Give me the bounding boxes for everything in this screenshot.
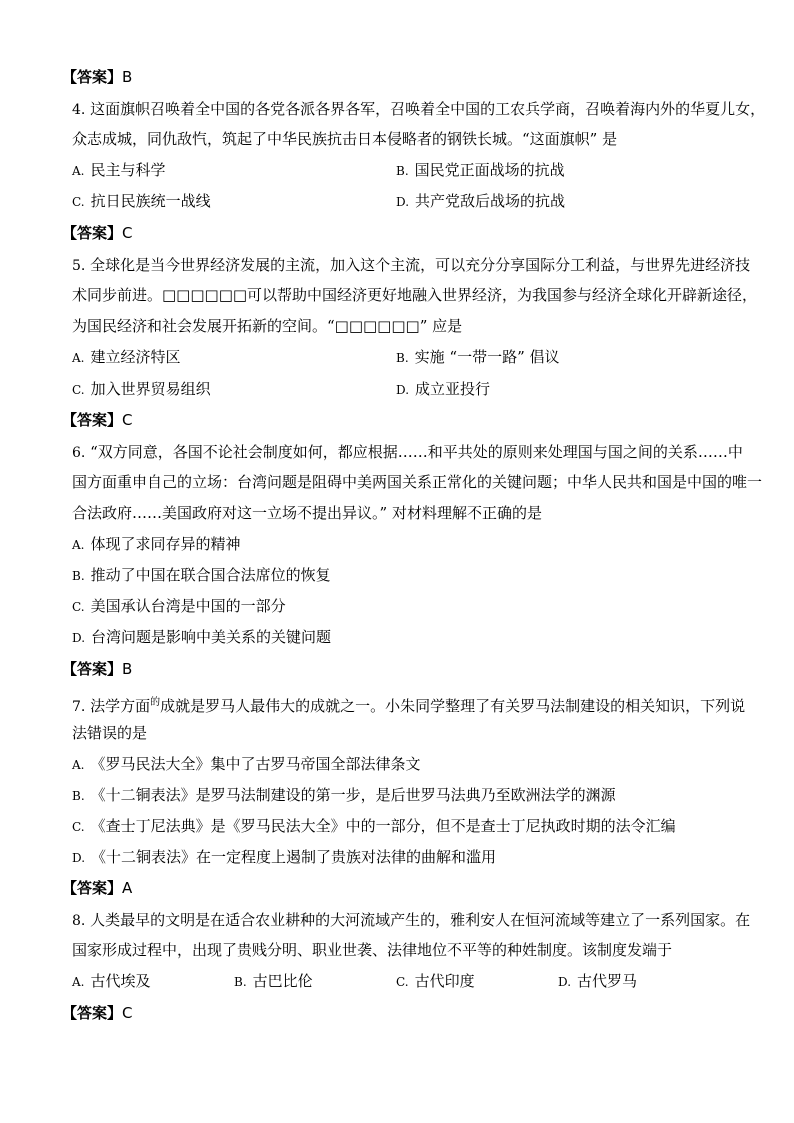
question-8-line-2: 国家形成过程中，出现了贵贱分明、职业世袭、法律地位不平等的种姓制度。该制度发端于	[72, 941, 673, 959]
option-text: 古代印度	[414, 972, 475, 990]
option-c	[72, 815, 676, 837]
question-text-start: 法学方面	[90, 697, 151, 715]
option-b	[72, 784, 616, 806]
question-text: 这面旗帜召唤着全中国的各党各派各界各军，召唤着全中国的工农兵学商，召唤着海内外的华夏儿女，	[90, 100, 766, 118]
question-8-line-1	[72, 909, 750, 931]
answer-tag: 【答案】	[62, 411, 123, 429]
answer-line	[62, 66, 132, 88]
question-5-line-1	[72, 254, 750, 276]
option-b	[234, 970, 313, 992]
option-text: 古巴比伦	[252, 972, 313, 990]
option-c	[396, 970, 475, 992]
answer-tag: 【答案】	[62, 1004, 123, 1022]
option-b	[396, 159, 565, 181]
option-letter: A.	[72, 351, 85, 365]
option-letter: C.	[396, 975, 409, 989]
answer-tag: 【答案】	[62, 68, 123, 86]
option-text: 古代罗马	[577, 972, 638, 990]
option-text: 《十二铜表法》在一定程度上遏制了贵族对法律的曲解和滥用	[91, 848, 497, 866]
question-text-rest: 成就是罗马人最伟大的成就之一。小朱同学整理了有关罗马法制建设的相关知识，下列说	[160, 697, 746, 715]
option-c	[72, 595, 286, 617]
question-number: 5.	[72, 258, 86, 274]
option-d	[558, 970, 637, 992]
question-number: 7.	[72, 699, 86, 715]
superscript-char: 的	[150, 697, 161, 708]
option-letter: C.	[72, 195, 85, 209]
option-c	[72, 190, 211, 212]
option-letter: D.	[558, 975, 572, 989]
option-text: 民主与科学	[90, 161, 166, 179]
option-letter: D.	[396, 383, 410, 397]
question-text: “双方同意，各国不论社会制度如何，都应根据……和平共处的原则来处理国与国之间的关系……中	[90, 443, 743, 461]
option-text: 《罗马民法大全》集中了古罗马帝国全部法律条文	[90, 755, 421, 773]
answer-line	[62, 222, 133, 244]
option-b	[72, 564, 331, 586]
question-4-line-1	[72, 98, 765, 120]
option-text: 成立亚投行	[415, 380, 491, 398]
option-text: 抗日民族统一战线	[90, 192, 211, 210]
question-6-line-3: 合法政府……美国政府对这一立场不提出异议。” 对材料理解不正确的是	[72, 504, 542, 522]
option-d	[72, 846, 496, 868]
answer-line	[62, 877, 132, 899]
question-7-line-1	[72, 692, 745, 714]
option-a	[72, 533, 241, 555]
question-5-line-2: 术同步前进。□□□□□□可以帮助中国经济更好地融入世界经济，为我国参与经济全球化开辟新途径，	[72, 286, 758, 304]
option-a	[72, 346, 181, 368]
option-letter: D.	[396, 195, 410, 209]
option-text: 体现了求同存异的精神	[90, 535, 241, 553]
answer-value: C	[122, 1004, 133, 1022]
option-text: 建立经济特区	[90, 348, 181, 366]
option-d	[72, 626, 331, 648]
answer-tag: 【答案】	[62, 879, 123, 897]
option-d	[396, 190, 565, 212]
option-letter: C.	[72, 383, 85, 397]
option-c	[72, 378, 211, 400]
option-letter: D.	[72, 851, 86, 865]
option-text: 共产党敌后战场的抗战	[415, 192, 566, 210]
option-text: 国民党正面战场的抗战	[414, 161, 565, 179]
option-letter: B.	[396, 164, 409, 178]
question-number: 4.	[72, 102, 86, 118]
answer-tag: 【答案】	[62, 224, 123, 242]
question-text: 人类最早的文明是在适合农业耕种的大河流域产生的，雅利安人在恒河流域等建立了一系列国家。在	[90, 911, 751, 929]
question-text: 全球化是当今世界经济发展的主流，加入这个主流，可以充分分享国际分工利益，与世界先进经济技	[90, 256, 751, 274]
answer-line	[62, 409, 133, 431]
answer-line	[62, 658, 132, 680]
answer-value: B	[122, 660, 133, 678]
question-6-line-2: 国方面重申自己的立场：台湾问题是阻碍中美两国关系正常化的关键问题；中华人民共和国是中国的唯一	[72, 473, 763, 491]
option-letter: B.	[72, 569, 85, 583]
option-text: 台湾问题是影响中美关系的关键问题	[91, 628, 332, 646]
answer-tag: 【答案】	[62, 660, 123, 678]
option-letter: A.	[72, 758, 85, 772]
question-6-line-1	[72, 441, 743, 463]
option-d	[396, 378, 490, 400]
option-text: 美国承认台湾是中国的一部分	[90, 597, 286, 615]
option-text: 《查士丁尼法典》是《罗马民法大全》中的一部分，但不是查士丁尼执政时期的法令汇编	[90, 817, 676, 835]
option-letter: B.	[72, 789, 85, 803]
option-letter: A.	[72, 164, 85, 178]
option-text: 加入世界贸易组织	[90, 380, 211, 398]
option-letter: A.	[72, 538, 85, 552]
option-a	[72, 753, 421, 775]
option-letter: B.	[234, 975, 247, 989]
option-letter: D.	[72, 631, 86, 645]
option-b	[396, 346, 560, 368]
answer-line	[62, 1002, 133, 1024]
option-letter: C.	[72, 600, 85, 614]
option-text: 实施 “一带一路” 倡议	[414, 348, 560, 366]
answer-value: C	[122, 411, 133, 429]
question-number: 6.	[72, 445, 86, 461]
option-a	[72, 159, 166, 181]
question-7-line-2: 法错误的是	[72, 724, 148, 742]
question-5-line-3: 为国民经济和社会发展开拓新的空间。“□□□□□□” 应是	[72, 317, 463, 335]
option-text: 《十二铜表法》是罗马法制建设的第一步，是后世罗马法典乃至欧洲法学的渊源	[90, 786, 616, 804]
question-4-line-2: 众志成城，同仇敌忾，筑起了中华民族抗击日本侵略者的钢铁长城。“这面旗帜” 是	[72, 130, 618, 148]
option-letter: B.	[396, 351, 409, 365]
answer-value: C	[122, 224, 133, 242]
option-letter: A.	[72, 975, 85, 989]
option-text: 推动了中国在联合国合法席位的恢复	[90, 566, 331, 584]
option-text: 古代埃及	[90, 972, 151, 990]
answer-value: B	[122, 68, 133, 86]
option-a	[72, 970, 151, 992]
answer-value: A	[122, 879, 133, 897]
option-letter: C.	[72, 820, 85, 834]
question-number: 8.	[72, 913, 86, 929]
